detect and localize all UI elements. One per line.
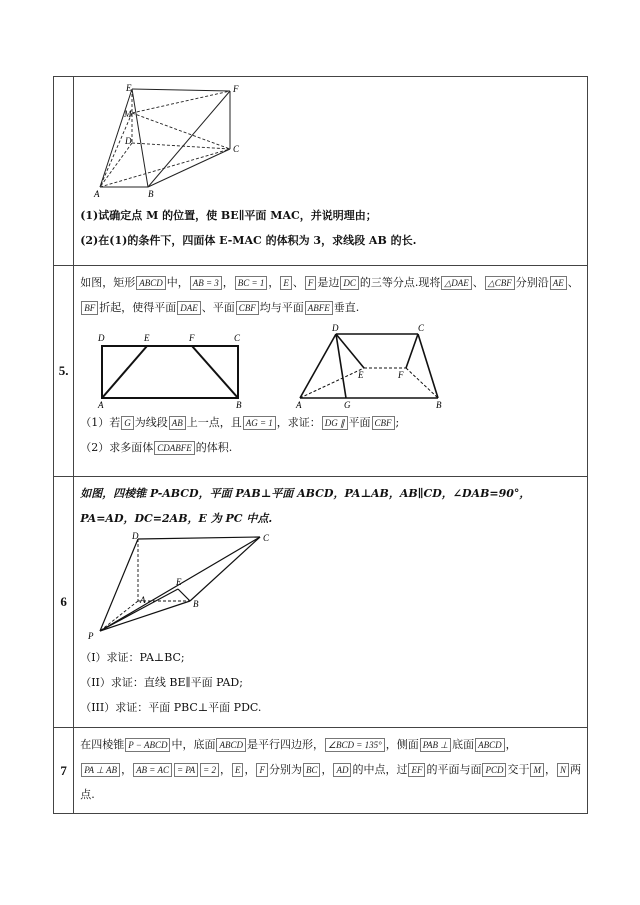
math-box: ABCD [475,738,505,752]
label-A: A [98,400,104,410]
problem-content [74,477,588,728]
line-2 [80,757,581,782]
figure-folded [294,324,454,410]
label-A: A [140,595,146,605]
math-box: ABCD [136,276,166,290]
text: 、 [292,276,304,289]
math-box: AD [333,763,351,777]
label-F: F [233,84,239,94]
label-A: A [94,189,100,199]
problem-row-6 [54,477,588,728]
text: 分别为 [268,763,302,776]
question-1 [80,410,581,435]
problem-number: 5. [54,266,74,477]
math-box: P − ABCD [125,738,170,752]
text: 交于 [507,763,530,776]
figures [80,322,581,410]
text: ， [219,763,231,776]
label-D: D [132,531,139,541]
problem-row-7 [54,728,588,814]
text: 为线段 [134,416,168,429]
question-2: （II）求证：直线 BE∥平面 PAD; [80,676,243,689]
intro-line-1: 如图，四棱锥 P-ABCD，平面 PAB⊥平面 ABCD，PA⊥AB，AB∥CD，∠DAB=90°， [80,487,531,500]
text: 分别沿 [515,276,549,289]
question-1: (1)试确定点 M 的位置，使 BE∥平面 MAC，并说明理由； [80,209,377,222]
text: 、 [472,276,484,289]
text: 、 [567,276,579,289]
text: 在四棱锥 [80,738,125,751]
label-P: P [88,631,94,641]
text: （1）若 [80,416,121,429]
math-box: △CBF [485,276,515,290]
problem-row-4 [54,77,588,266]
problem-number: 6 [54,477,74,728]
text: 的三等分点.现将 [359,276,441,289]
math-box: CBF [372,416,395,430]
text: 如图，矩形 [80,276,136,289]
label-G: G [344,400,351,410]
problem-content [74,77,588,266]
math-box: = 2 [200,763,219,777]
math-box: F [305,276,317,290]
text: 两 [570,763,581,776]
text: 中， [166,276,189,289]
line-1 [80,732,581,757]
label-B: B [236,400,242,410]
text: 、平面 [201,301,235,314]
math-box: BC [303,763,321,777]
label-C: C [233,144,240,154]
label-B: B [148,189,154,199]
math-box: EF [408,763,425,777]
problem-content [74,266,588,477]
math-box: BC = 1 [235,276,268,290]
label-D: D [332,324,339,333]
text: 是边 [317,276,340,289]
text: （2）求多面体 [80,441,154,454]
math-box: F [256,763,268,777]
math-box: AG = 1 [243,416,276,430]
text: 垂直. [333,301,360,314]
math-box: M [530,763,544,777]
math-box: AB [169,416,186,430]
text: 折起，使得平面 [99,301,177,314]
math-box: G [121,416,134,430]
question-2 [80,435,581,460]
math-box: AB = 3 [190,276,222,290]
math-box: DC [340,276,359,290]
figure-rectangle [92,326,252,410]
math-box: ABFE [305,301,333,315]
text: ， [544,763,556,776]
problem-content [74,728,588,814]
text: ， [244,763,256,776]
label-B: B [436,400,442,410]
math-box: AB = AC [133,763,172,777]
math-box: = PA [174,763,198,777]
math-box: CDABFE [154,441,195,455]
math-box: ABCD [216,738,246,752]
text: 的体积. [195,441,233,454]
math-box: DG ∥ [322,416,348,430]
intro-line-2 [80,295,581,320]
text: 中，底面 [171,738,216,751]
label-C: C [418,324,425,333]
label-E: E [176,577,182,587]
math-box: DAE [177,301,201,315]
label-E: E [126,83,132,93]
figure-pyramid [84,531,274,641]
text: ，求证： [276,416,321,429]
label-D: D [125,136,132,146]
question-2: (2)在(1)的条件下，四面体 E-MAC 的体积为 3，求线段 AB 的长. [80,234,417,247]
label-C: C [234,333,241,343]
text: ， [222,276,234,289]
text: ， [505,738,517,751]
text: 均与平面 [259,301,304,314]
math-box: ∠BCD = 135° [325,738,385,752]
label-E: E [144,333,150,343]
math-box: CBF [236,301,259,315]
text: ， [268,276,280,289]
label-M: M [124,109,132,119]
label-D: D [98,333,105,343]
math-box: △DAE [441,276,471,290]
line-3: 点. [80,788,95,801]
problem-number: 7 [54,728,74,814]
label-E: E [358,370,364,380]
label-C: C [263,533,270,543]
problem-row-5 [54,266,588,477]
intro-line-2: PA=AD，DC=2AB，E 为 PC 中点. [80,512,273,525]
question-1: （I）求证：PA⊥BC; [80,651,185,664]
label-A: A [296,400,302,410]
math-box: AE [550,276,567,290]
label-F: F [398,370,404,380]
text: 上一点，且 [186,416,242,429]
math-box: E [280,276,292,290]
text: 是平行四边形， [246,738,324,751]
text: 的中点，过 [352,763,408,776]
math-box: PA ⊥ AB [81,763,120,777]
label-F: F [189,333,195,343]
math-box: BF [81,301,98,315]
text: 平面 [348,416,371,429]
text: 底面 [452,738,475,751]
text: ，侧面 [385,738,419,751]
text: ; [395,416,400,429]
problem-table [53,76,588,814]
text: 的平面与面 [426,763,482,776]
intro-line-1 [80,270,581,295]
math-box: PCD [482,763,506,777]
problem-number [54,77,74,266]
math-box: N [557,763,569,777]
math-box: E [232,763,244,777]
figure-prism [92,81,262,199]
math-box: PAB ⊥ [420,738,451,752]
text: ， [321,763,333,776]
label-B: B [193,599,199,609]
text: ， [121,763,133,776]
question-3: （III）求证：平面 PBC⊥平面 PDC. [80,701,262,714]
